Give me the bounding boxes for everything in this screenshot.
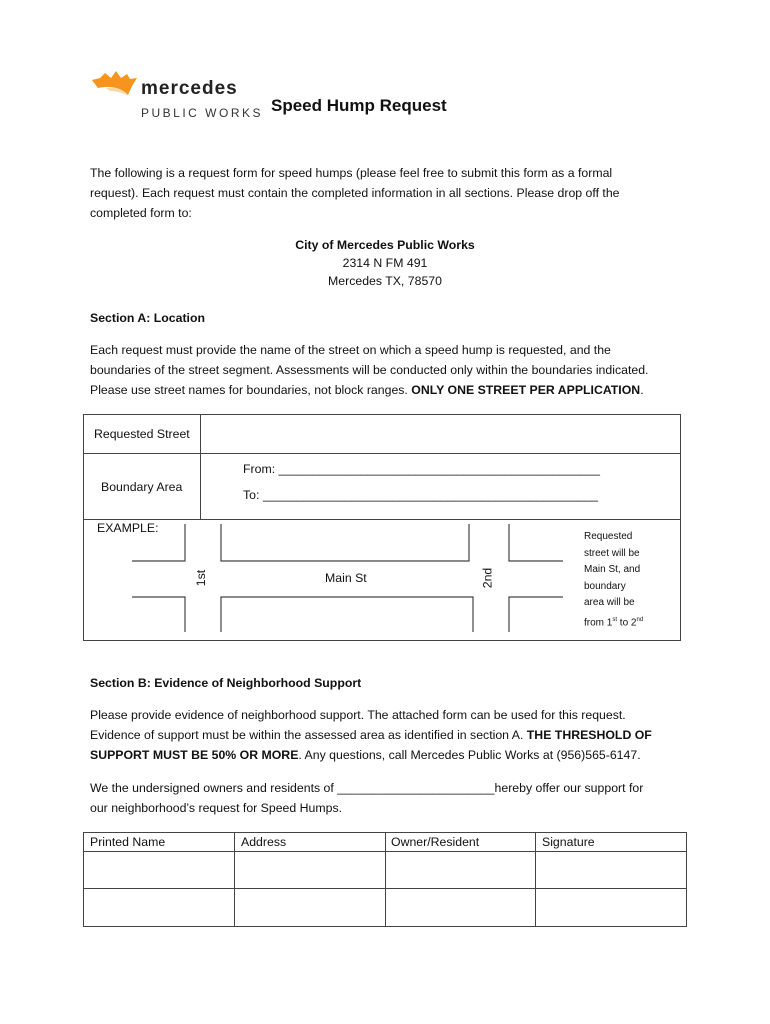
street-label-1st: 1st (194, 569, 209, 587)
street-label-main: Main St (325, 571, 367, 585)
section-b-line: Please provide evidence of neighborhood support. The attached form can be used for this request. (90, 708, 626, 722)
address-city: Mercedes TX, 78570 (328, 274, 442, 288)
page-title: Speed Hump Request (271, 96, 447, 115)
boundary-area-label: Boundary Area (101, 480, 183, 494)
column-header-printed-name: Printed Name (90, 835, 166, 849)
intro-line: The following is a request form for speed humps (please feel free to submit this form as a formal (90, 166, 613, 180)
street-label-2nd: 2nd (480, 567, 495, 589)
pledge-line[interactable]: We the undersigned owners and residents of _______________________hereby offer our support for (90, 781, 644, 795)
requested-street-label: Requested Street (94, 427, 190, 441)
pledge-line: our neighborhood’s request for Speed Humps. (90, 801, 343, 815)
example-note: Requested street will be Main St, and boundary area will be from 1st to 2nd (584, 531, 644, 628)
column-header-signature: Signature (542, 835, 595, 849)
example-label: EXAMPLE: (97, 521, 159, 535)
intro-line: completed form to: (90, 206, 192, 220)
logo-subtitle: PUBLIC WORKS (141, 106, 264, 120)
address-street: 2314 N FM 491 (342, 256, 428, 270)
block-line (132, 597, 185, 632)
boundary-to-field[interactable]: To: _________________________________________________ (243, 488, 598, 502)
address-name: City of Mercedes Public Works (295, 238, 475, 252)
section-b-heading: Section B: Evidence of Neighborhood Support (90, 676, 362, 690)
section-b-line: Evidence of support must be within the assessed area as identified in section A. THE THRESHOLD OF (90, 728, 652, 742)
column-header-owner-resident: Owner/Resident (391, 835, 480, 849)
block-line (509, 524, 563, 561)
block-line (132, 524, 185, 561)
section-a-line: Please use street names for boundaries, not block ranges. ONLY ONE STREET PER APPLICATION. (90, 383, 644, 397)
column-header-address: Address (241, 835, 287, 849)
boundary-from-field[interactable]: From: _______________________________________________ (243, 462, 600, 476)
logo-wordmark: mercedes (141, 78, 238, 99)
section-a-heading: Section A: Location (90, 311, 206, 325)
block-line (221, 524, 469, 561)
block-line (509, 597, 563, 632)
block-line (221, 597, 473, 632)
intro-line: request). Each request must contain the completed information in all sections. Please drop off the (90, 186, 620, 200)
section-a-line: boundaries of the street segment. Assessments will be conducted only within the boundaries indicated. (90, 363, 649, 377)
section-b-line: SUPPORT MUST BE 50% OR MORE. Any questions, call Mercedes Public Works at (956)565-6147. (90, 748, 641, 762)
section-a-line: Each request must provide the name of the street on which a speed hump is requested, and the (90, 343, 611, 357)
